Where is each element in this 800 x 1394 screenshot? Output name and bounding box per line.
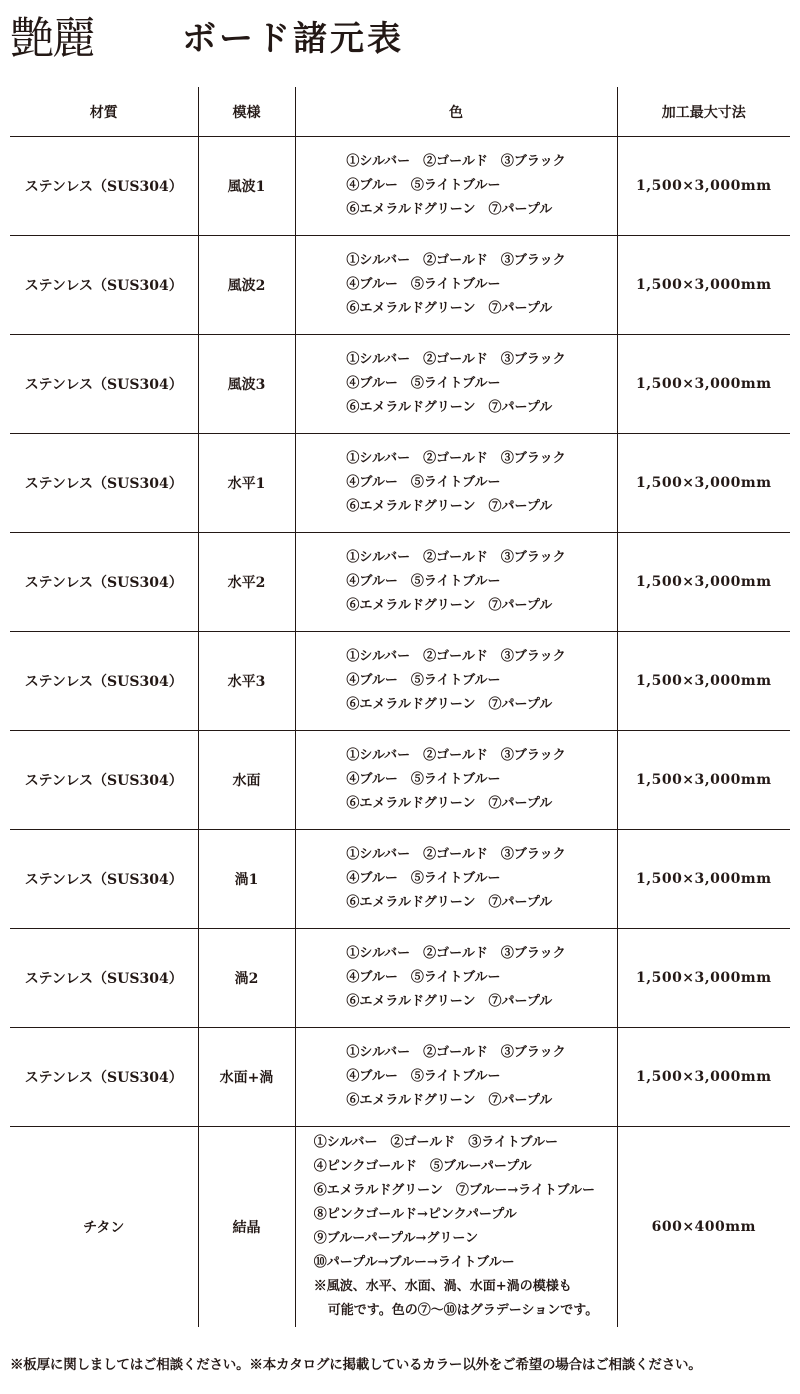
color-line: ④ピンクゴールド ⑤ブルーパープル bbox=[313, 1159, 532, 1174]
cell-pattern: 結晶 bbox=[198, 1127, 295, 1328]
cell-pattern: 水平2 bbox=[198, 533, 295, 632]
cell-pattern: 風波2 bbox=[198, 236, 295, 335]
color-line: ①シルバー ②ゴールド ③ブラック bbox=[346, 649, 566, 664]
color-list bbox=[346, 150, 565, 222]
pattern-note: ※風波、水平、水面、渦、水面+渦の模様も bbox=[313, 1279, 572, 1294]
cell-material: チタン bbox=[10, 1127, 198, 1328]
table-header-row bbox=[10, 87, 790, 137]
color-line: ⑧ピンクゴールド→ピンクパープル bbox=[313, 1207, 517, 1222]
color-line: ①シルバー ②ゴールド ③ブラック bbox=[346, 748, 566, 763]
table-row bbox=[10, 632, 790, 731]
color-line: ①シルバー ②ゴールド ③ブラック bbox=[346, 451, 566, 466]
cell-colors bbox=[295, 1028, 617, 1127]
cell-size: 1,500×3,000mm bbox=[617, 533, 790, 632]
cell-material: ステンレス（SUS304） bbox=[10, 137, 198, 236]
cell-pattern: 渦1 bbox=[198, 830, 295, 929]
footer-note: ※板厚に関しましてはご相談ください。※本カタログに掲載しているカラー以外をご希望の場合はご相談ください。 bbox=[10, 1357, 702, 1373]
color-line: ⑥エメラルドグリーン ⑦パープル bbox=[346, 697, 553, 712]
cell-colors bbox=[295, 731, 617, 830]
cell-size: 1,500×3,000mm bbox=[617, 434, 790, 533]
color-line: ①シルバー ②ゴールド ③ブラック bbox=[346, 1045, 566, 1060]
color-line: ⑥エメラルドグリーン ⑦ブルー→ライトブルー bbox=[313, 1183, 595, 1198]
cell-size: 1,500×3,000mm bbox=[617, 1028, 790, 1127]
page-title: ボード諸元表 bbox=[182, 19, 404, 59]
table-row bbox=[10, 1028, 790, 1127]
cell-material: ステンレス（SUS304） bbox=[10, 1028, 198, 1127]
cell-colors bbox=[295, 632, 617, 731]
gradation-note: 可能です。色の⑦～⑩はグラデーションです。 bbox=[327, 1303, 599, 1318]
cell-colors bbox=[295, 236, 617, 335]
cell-colors bbox=[295, 1127, 617, 1328]
color-list bbox=[346, 843, 565, 915]
cell-size: 1,500×3,000mm bbox=[617, 830, 790, 929]
color-list bbox=[346, 546, 565, 618]
cell-size: 1,500×3,000mm bbox=[617, 929, 790, 1028]
cell-colors bbox=[295, 533, 617, 632]
color-list bbox=[346, 645, 565, 717]
cell-pattern: 風波3 bbox=[198, 335, 295, 434]
cell-pattern: 水面+渦 bbox=[198, 1028, 295, 1127]
cell-colors bbox=[295, 137, 617, 236]
cell-material: ステンレス（SUS304） bbox=[10, 335, 198, 434]
color-line: ④ブルー ⑤ライトブルー bbox=[346, 574, 501, 589]
color-line: ⑥エメラルドグリーン ⑦パープル bbox=[346, 598, 553, 613]
color-line: ④ブルー ⑤ライトブルー bbox=[346, 871, 501, 886]
cell-size: 1,500×3,000mm bbox=[617, 335, 790, 434]
cell-pattern: 水平3 bbox=[198, 632, 295, 731]
cell-pattern: 風波1 bbox=[198, 137, 295, 236]
color-list bbox=[314, 1131, 598, 1323]
header-pattern: 模様 bbox=[198, 87, 295, 137]
cell-colors bbox=[295, 434, 617, 533]
color-line: ①シルバー ②ゴールド ③ブラック bbox=[346, 253, 566, 268]
cell-size: 1,500×3,000mm bbox=[617, 137, 790, 236]
cell-material: ステンレス（SUS304） bbox=[10, 731, 198, 830]
color-line: ⑥エメラルドグリーン ⑦パープル bbox=[346, 202, 553, 217]
color-line: ④ブルー ⑤ライトブルー bbox=[346, 178, 501, 193]
header-material: 材質 bbox=[10, 87, 198, 137]
table-body bbox=[10, 137, 790, 1328]
cell-size: 1,500×3,000mm bbox=[617, 236, 790, 335]
color-list bbox=[346, 249, 565, 321]
cell-material: ステンレス（SUS304） bbox=[10, 533, 198, 632]
color-list bbox=[346, 744, 565, 816]
color-list bbox=[346, 1041, 565, 1113]
color-line: ⑥エメラルドグリーン ⑦パープル bbox=[346, 499, 553, 514]
color-line: ④ブルー ⑤ライトブルー bbox=[346, 772, 501, 787]
color-line: ④ブルー ⑤ライトブルー bbox=[346, 673, 501, 688]
color-line: ④ブルー ⑤ライトブルー bbox=[346, 277, 501, 292]
cell-size: 1,500×3,000mm bbox=[617, 731, 790, 830]
color-line: ⑥エメラルドグリーン ⑦パープル bbox=[346, 1093, 553, 1108]
table-row bbox=[10, 434, 790, 533]
cell-size: 600×400mm bbox=[617, 1127, 790, 1328]
cell-colors bbox=[295, 929, 617, 1028]
cell-material: ステンレス（SUS304） bbox=[10, 434, 198, 533]
color-line: ①シルバー ②ゴールド ③ブラック bbox=[346, 550, 566, 565]
cell-pattern: 水平1 bbox=[198, 434, 295, 533]
color-list bbox=[346, 942, 565, 1014]
table-row bbox=[10, 830, 790, 929]
table-row bbox=[10, 335, 790, 434]
color-line: ⑥エメラルドグリーン ⑦パープル bbox=[346, 994, 553, 1009]
color-list bbox=[346, 348, 565, 420]
color-line: ①シルバー ②ゴールド ③ブラック bbox=[346, 154, 566, 169]
color-line: ④ブルー ⑤ライトブルー bbox=[346, 376, 501, 391]
cell-size: 1,500×3,000mm bbox=[617, 632, 790, 731]
color-line: ⑥エメラルドグリーン ⑦パープル bbox=[346, 895, 553, 910]
table-row-titanium bbox=[10, 1127, 790, 1328]
page-header bbox=[10, 14, 790, 64]
cell-colors bbox=[295, 830, 617, 929]
cell-colors bbox=[295, 335, 617, 434]
color-line: ⑥エメラルドグリーン ⑦パープル bbox=[346, 796, 553, 811]
header-color: 色 bbox=[295, 87, 617, 137]
color-list bbox=[346, 447, 565, 519]
color-line: ①シルバー ②ゴールド ③ブラック bbox=[346, 847, 566, 862]
table-row bbox=[10, 236, 790, 335]
cell-pattern: 渦2 bbox=[198, 929, 295, 1028]
color-line: ④ブルー ⑤ライトブルー bbox=[346, 970, 501, 985]
table-row bbox=[10, 929, 790, 1028]
cell-material: ステンレス（SUS304） bbox=[10, 632, 198, 731]
cell-material: ステンレス（SUS304） bbox=[10, 929, 198, 1028]
board-spec-table bbox=[10, 87, 790, 1327]
cell-pattern: 水面 bbox=[198, 731, 295, 830]
color-line: ⑥エメラルドグリーン ⑦パープル bbox=[346, 400, 553, 415]
table-row bbox=[10, 137, 790, 236]
color-line: ⑨ブルーパープル→グリーン bbox=[313, 1231, 479, 1246]
color-line: ④ブルー ⑤ライトブルー bbox=[346, 475, 501, 490]
table-row bbox=[10, 533, 790, 632]
header-max-size: 加工最大寸法 bbox=[617, 87, 790, 137]
color-line: ⑥エメラルドグリーン ⑦パープル bbox=[346, 301, 553, 316]
color-line: ⑩パープル→ブルー→ライトブルー bbox=[313, 1255, 515, 1270]
color-line: ①シルバー ②ゴールド ③ブラック bbox=[346, 352, 566, 367]
color-line: ④ブルー ⑤ライトブルー bbox=[346, 1069, 501, 1084]
table-row bbox=[10, 731, 790, 830]
color-line: ①シルバー ②ゴールド ③ライトブルー bbox=[313, 1135, 559, 1150]
color-line: ①シルバー ②ゴールド ③ブラック bbox=[346, 946, 566, 961]
cell-material: ステンレス（SUS304） bbox=[10, 830, 198, 929]
brand-logo: 艶麗 bbox=[10, 13, 94, 64]
cell-material: ステンレス（SUS304） bbox=[10, 236, 198, 335]
